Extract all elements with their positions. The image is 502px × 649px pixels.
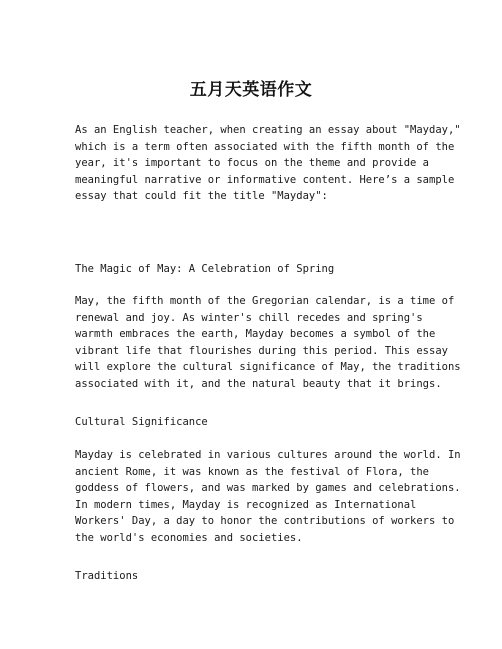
intro-line: As an English teacher, when creating an essay about "Mayday,"	[75, 124, 461, 136]
section-heading-traditions: Traditions	[75, 570, 139, 582]
body-paragraph-2	[75, 447, 461, 547]
paragraph-line: goddess of flowers, and was marked by games and celebrations.	[75, 482, 461, 495]
body-paragraph-1	[75, 293, 461, 393]
paragraph-line: Workers' Day, a day to honor the contributions of workers to	[75, 515, 455, 528]
paragraph-line: In modern times, Mayday is recognized as International	[75, 498, 417, 511]
intro-line: essay that could fit the title "Mayday":	[75, 190, 328, 203]
paragraph-line: associated with it, and the natural beauty that it brings.	[75, 377, 442, 390]
paragraph-line: vibrant life that flourishes during this period. This essay	[75, 344, 448, 357]
paragraph-line: warmth embraces the earth, Mayday becomes a symbol of the	[75, 328, 436, 341]
paragraph-line: the world's economies and societies.	[75, 531, 303, 544]
essay-title: The Magic of May: A Celebration of Spring	[75, 263, 335, 275]
paragraph-line: renewal and joy. As winter's chill recedes and spring's	[75, 311, 423, 324]
paragraph-line: ancient Rome, it was known as the festival of Flora, the	[75, 465, 430, 478]
intro-line: which is a term often associated with the fifth month of the	[75, 140, 455, 153]
intro-paragraph	[75, 122, 461, 205]
document-title: 五月天英语作文	[189, 80, 313, 100]
intro-line: meaningful narrative or informative content. Here’s a sample	[75, 173, 455, 186]
section-heading-cultural: Cultural Significance	[75, 416, 208, 428]
paragraph-line: May, the fifth month of the Gregorian calendar, is a time of	[75, 295, 455, 307]
intro-line: year, it's important to focus on the theme and provide a	[75, 157, 430, 170]
paragraph-line: Mayday is celebrated in various cultures around the world. In	[75, 449, 461, 461]
paragraph-line: will explore the cultural significance of May, the traditions	[75, 361, 461, 374]
